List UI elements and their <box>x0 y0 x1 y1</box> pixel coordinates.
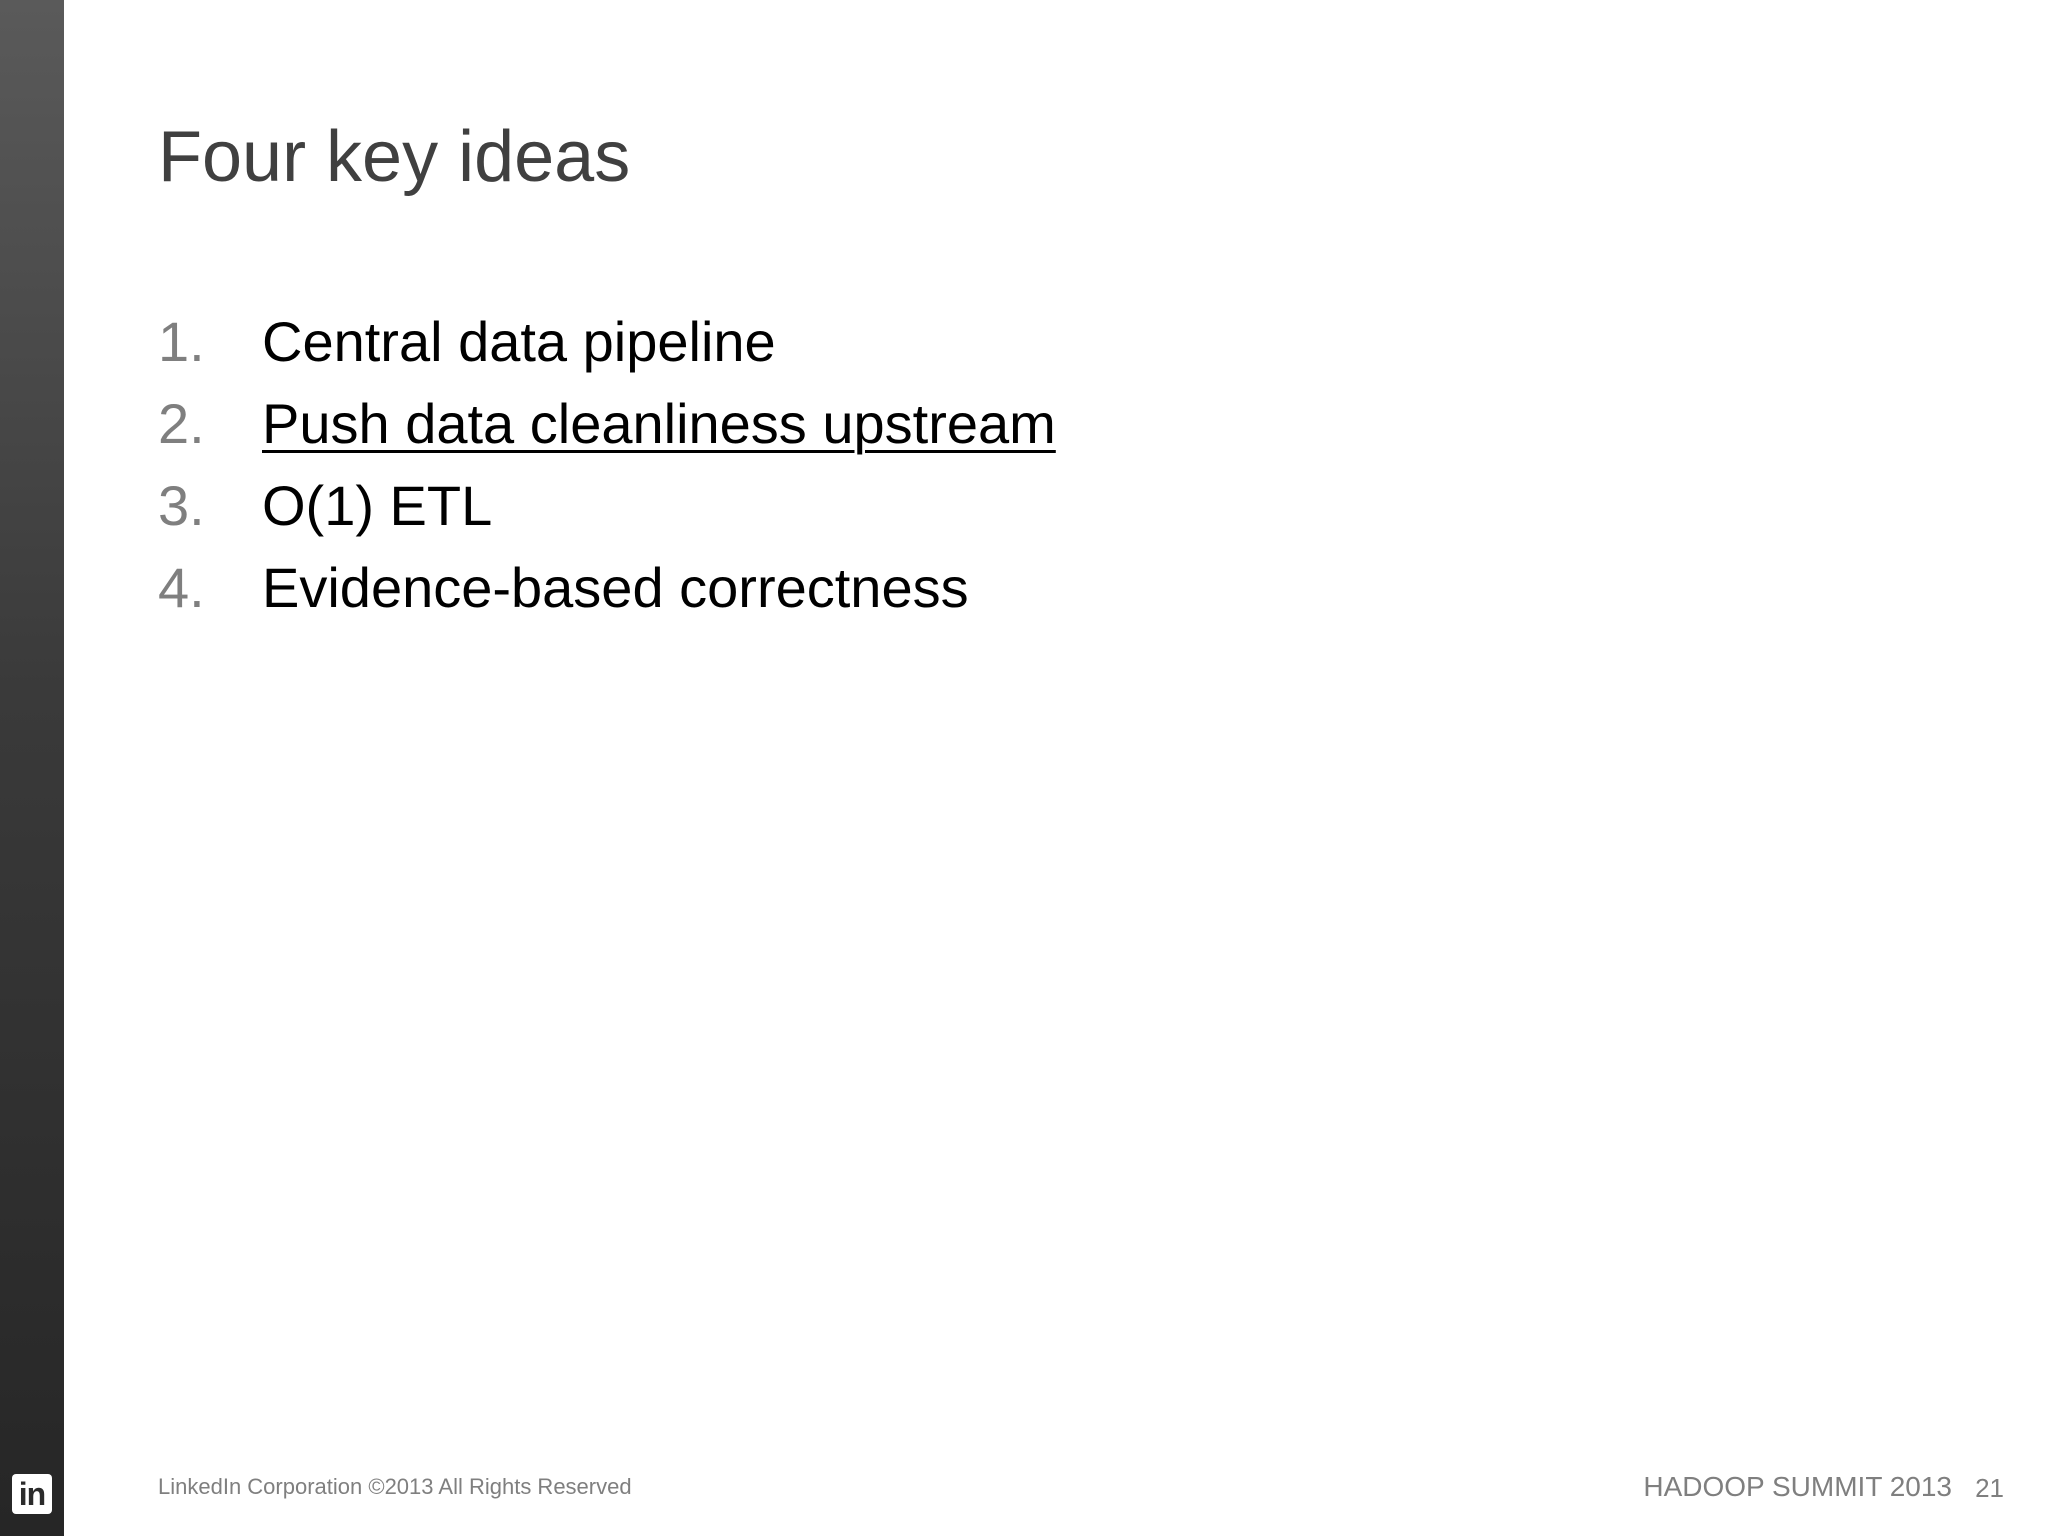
linkedin-logo-icon: in <box>12 1474 52 1514</box>
list-item-number: 2. <box>158 391 205 455</box>
list-item <box>158 546 1056 628</box>
list-item <box>158 300 1056 382</box>
idea-list <box>158 300 1056 628</box>
list-item-number: 1. <box>158 309 205 373</box>
list-item-number: 4. <box>158 555 205 619</box>
footer-copyright: LinkedIn Corporation ©2013 All Rights Reserved <box>158 1474 632 1499</box>
left-side-bar <box>0 0 64 1536</box>
list-item-text: Evidence-based correctness <box>262 555 969 619</box>
page-number: 21 <box>1975 1473 2004 1503</box>
slide-title: Four key ideas <box>158 117 631 197</box>
list-item-text-underlined: Push data cleanliness upstream <box>262 391 1056 455</box>
list-item <box>158 464 1056 546</box>
list-item-text: O(1) ETL <box>262 473 493 537</box>
list-item-number: 3. <box>158 473 205 537</box>
list-item-text: Central data pipeline <box>262 309 776 373</box>
footer-event-name: HADOOP SUMMIT 2013 <box>1643 1471 1952 1502</box>
list-item <box>158 382 1056 464</box>
